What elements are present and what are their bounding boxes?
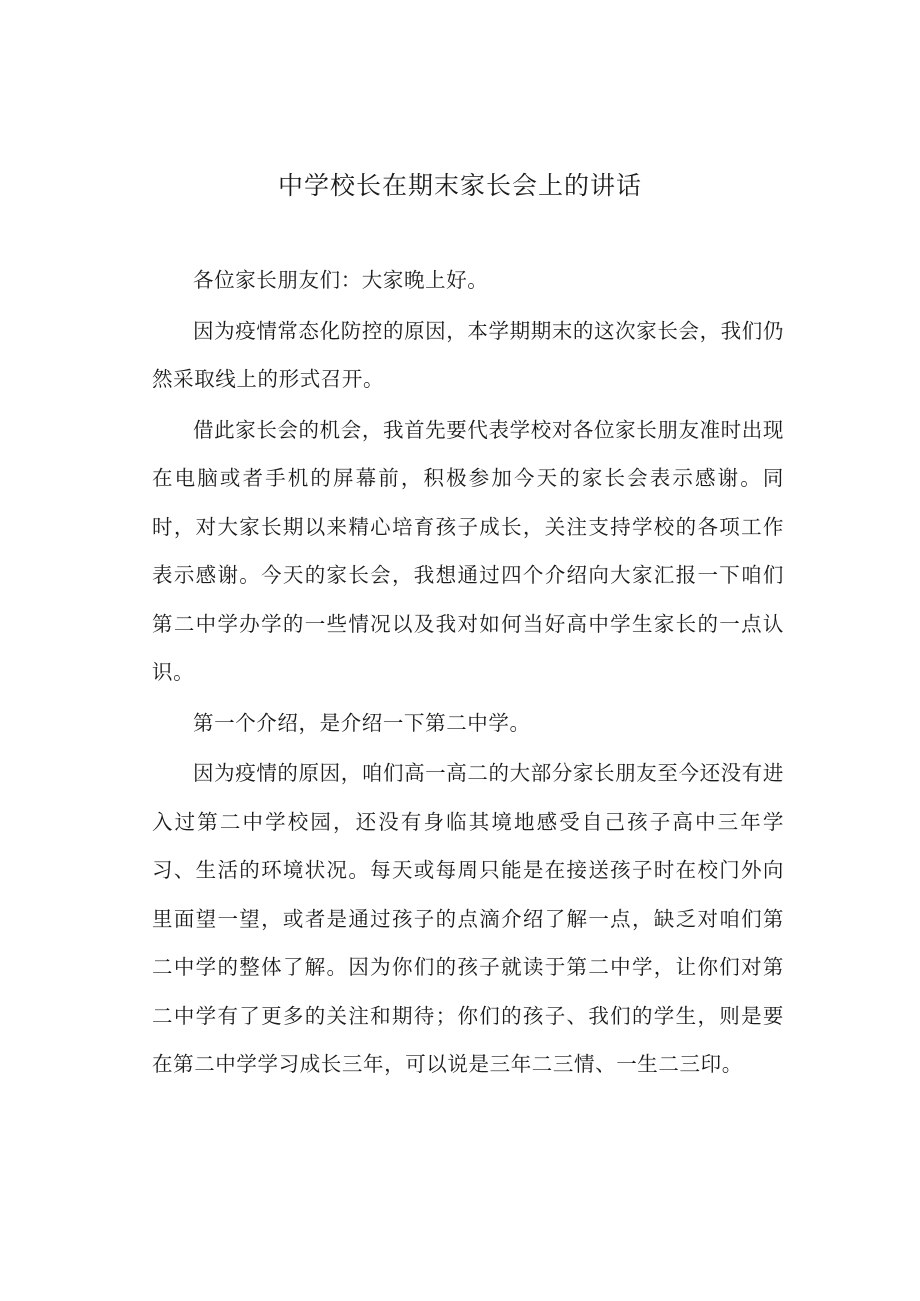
document-title: 中学校长在期末家长会上的讲话 bbox=[277, 171, 642, 200]
paragraph-first-intro: 第一个介绍，是介绍一下第二中学。 bbox=[193, 710, 531, 735]
paragraph-school-description: 因为疫情的原因，咱们高一高二的大部分家长朋友至今还没有进入过第二中学校园，还没有身临其境地感受自己孩子高中三年学习、生活的环境状况。每天或每周只能是在接送孩子时在校门外向里面望一望，或者是通过孩子的点滴介绍了解一点，缺乏对咱们第二中学的整体了解。因为你们的孩子就读于第二中学，让你们对第二中学有了更多的关注和期待；你们的孩子、我们的学生，则是要在第二中学学习成长三年，可以说是三年二三情、一生二三印。 bbox=[152, 761, 784, 1076]
document-body bbox=[152, 256, 784, 1091]
paragraph-greeting: 各位家长朋友们：大家晚上好。 bbox=[193, 268, 489, 292]
paragraph-thanks: 借此家长会的机会，我首先要代表学校对各位家长朋友准时出现在电脑或者手机的屏幕前，积极参加今天的家长会表示感谢。同时，对大家长期以来精心培育孩子成长，关注支持学校的各项工作表示感谢。今天的家长会，我想通过四个介绍向大家汇报一下咱们第二中学办学的一些情况以及我对如何当好高中学生家长的一点认识。 bbox=[152, 417, 784, 684]
paragraph-online-format: 因为疫情常态化防控的原因，本学期期末的这次家长会，我们仍然采取线上的形式召开。 bbox=[152, 318, 784, 391]
